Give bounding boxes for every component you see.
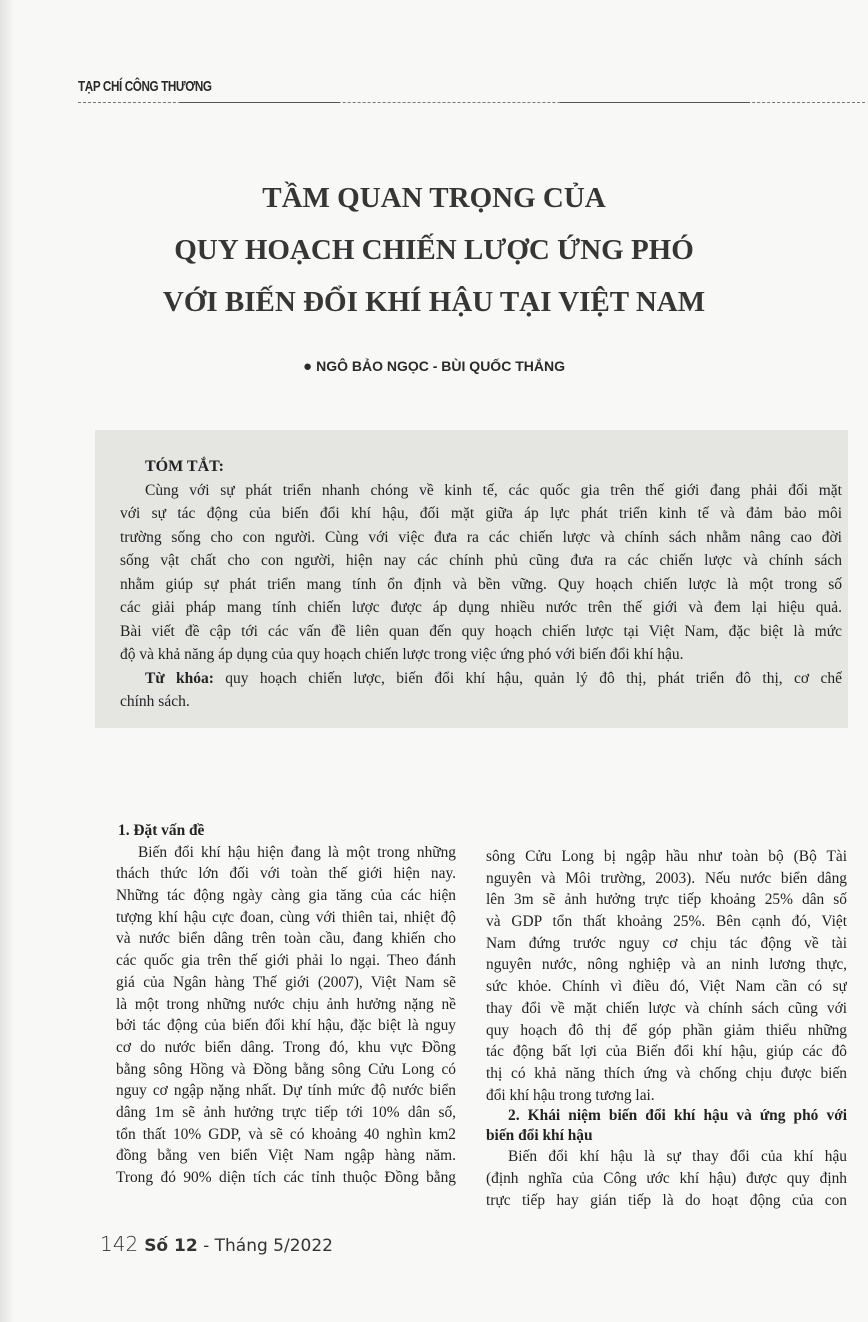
text-line: Những tác động ngày càng gia tăng của các hiện [116, 887, 456, 905]
text-line: Cùng với sự phát triển nhanh chóng về kinh tế, các quốc gia trên thế giới đang phải đối mặt [145, 481, 842, 499]
text-line: quy hoạch đô thị để góp phần giảm thiểu những [486, 1021, 847, 1039]
text-line: là một trong những nước chịu ảnh hưởng nặng nề [116, 995, 456, 1013]
title-line: TẦM QUAN TRỌNG CỦA [262, 182, 606, 214]
text-line: đổi khí hậu trong tương lai. [486, 1086, 655, 1104]
text-line: và nước biển dâng trên toàn cầu, đang khiến cho [116, 930, 456, 948]
section-heading: biến đổi khí hậu [486, 1127, 593, 1145]
text-line: thách thức lớn đối với toàn thế giới hiện nay. [116, 865, 456, 883]
text-line: sống vật chất cho con người, hiện nay các chính phủ cũng đưa ra các chiến lược và chính sách [120, 552, 842, 569]
keywords-line: chính sách. [120, 693, 190, 710]
text-line: Biến đổi khí hậu hiện đang là một trong những [138, 843, 456, 861]
abstract-heading: TÓM TẮT: [145, 458, 224, 475]
text-line: dâng 1m sẽ ảnh hưởng trực tiếp tới 10% dân số, [116, 1103, 456, 1121]
abstract-body [120, 479, 842, 667]
text-line: nguyên nước, nông nghiệp và an ninh lương thực, [486, 956, 847, 974]
issue-number: Số 12 [144, 1236, 198, 1256]
bullet-icon: ● [303, 358, 313, 375]
left-column [116, 820, 456, 1189]
keywords-label: Từ khóa: [145, 669, 214, 687]
text-line: nguyên và Môi trường, 2003). Nếu nước biển dâng [486, 869, 847, 887]
title-line: VỚI BIẾN ĐỔI KHÍ HẬU TẠI VIỆT NAM [162, 286, 706, 318]
text-line: (định nghĩa của Công ước khí hậu) được quy định [486, 1169, 847, 1187]
right-column [486, 846, 847, 1211]
issue-date: - Tháng 5/2022 [197, 1236, 333, 1256]
authors [0, 358, 868, 375]
article-title [0, 172, 868, 328]
text-line: các giải pháp mang tính chiến lược được áp dụng nhiều nước trên thế giới và đem lại hiệu quả. [120, 599, 842, 616]
text-line: đồng bằng ven biển Việt Nam ngập hàng năm. [116, 1147, 456, 1165]
title-line: QUY HOẠCH CHIẾN LƯỢC ỨNG PHÓ [174, 234, 694, 266]
keywords-line [120, 667, 842, 691]
text-line: sức khỏe. Chính vì điều đó, Việt Nam cần có sự [486, 978, 847, 996]
text-line: độ và khả năng áp dụng của quy hoạch chiến lược trong việc ứng phó với biến đổi khí hậu. [120, 646, 684, 663]
text-line: Trong đó 90% diện tích các tỉnh thuộc Đồng bằng [116, 1169, 456, 1186]
text-line: với sự tác động của biến đổi khí hậu, đối mặt giữa áp lực phát triển kinh tế và đảm bảo môi [120, 505, 842, 522]
text-line: Bài viết đề cập tới các vấn đề liên quan đến quy hoạch chiến lược tại Việt Nam, đặc biệt là mức [120, 622, 842, 640]
text-line: bằng sông Hồng và Đồng bằng sông Cửu Long có [116, 1060, 456, 1078]
text-line: tác động bất lợi của Biến đổi khí hậu, giúp các đô [486, 1043, 847, 1061]
text-line: tổn thất 10% GDP, và sẽ có khoảng 40 nghìn km2 [116, 1125, 456, 1143]
text-line: Nam đứng trước nguy cơ chịu tác động về tài [486, 934, 847, 952]
text-line: cơ do nước biển dâng. Trong đó, khu vực Đồng [116, 1038, 456, 1056]
text-line: thị có khả năng thích ứng và chống chịu được biến [486, 1064, 847, 1082]
text-line: nguy cơ ngập nặng nhất. Dự tính mức độ nước biển [116, 1082, 456, 1100]
text-line: lên 3m sẽ ảnh hưởng trực tiếp khoảng 25% dân số [486, 891, 847, 909]
text-line: bởi tác động của biến đổi khí hậu, đặc biệt là nguy [116, 1017, 456, 1035]
text-line: thay đổi về mặt chiến lược và chính sách cũng với [486, 999, 847, 1017]
page-footer [100, 1232, 333, 1256]
text-line: Biến đổi khí hậu là sự thay đổi của khí hậu [508, 1148, 847, 1166]
text-line: sông Cửu Long bị ngập hầu như toàn bộ (Bộ Tài [486, 848, 847, 865]
page-number: 142 [100, 1232, 139, 1256]
text-line: tượng khí hậu cực đoan, cùng với thiên tai, nhiệt độ [116, 908, 456, 926]
text-line: trường sống cho con người. Cùng với việc đưa ra các chiến lược và chính sách nhằm nâng cao đời [120, 528, 842, 546]
text-line: trực tiếp hay gián tiếp là do hoạt động của con [486, 1191, 847, 1209]
header-rule-segment [560, 102, 750, 103]
author-names: NGÔ BẢO NGỌC - BÙI QUỐC THẮNG [316, 358, 565, 374]
section-heading: 1. Đặt vấn đề [118, 822, 205, 839]
keywords-text: quy hoạch chiến lược, biến đổi khí hậu, quản lý đô thị, phát triển đô thị, cơ chế [213, 669, 842, 687]
abstract-box [95, 430, 848, 728]
text-line: và GDP tổn thất khoảng 25%. Bên cạnh đó, Việt [486, 913, 847, 931]
header-rule-segment [180, 102, 340, 103]
text-line: giá của Ngân hàng Thế giới (2007), Việt Nam sẽ [116, 973, 456, 991]
text-line: các quốc gia trên thế giới phải lo ngại. Theo đánh [116, 952, 456, 970]
section-heading: 2. Khái niệm biến đổi khí hậu và ứng phó với [508, 1107, 847, 1125]
journal-name: TẠP CHÍ CÔNG THƯƠNG [78, 78, 212, 95]
text-line: nhằm giúp sự phát triển mang tính ổn định và bền vững. Quy hoạch chiến lược là một trong số [120, 575, 842, 593]
